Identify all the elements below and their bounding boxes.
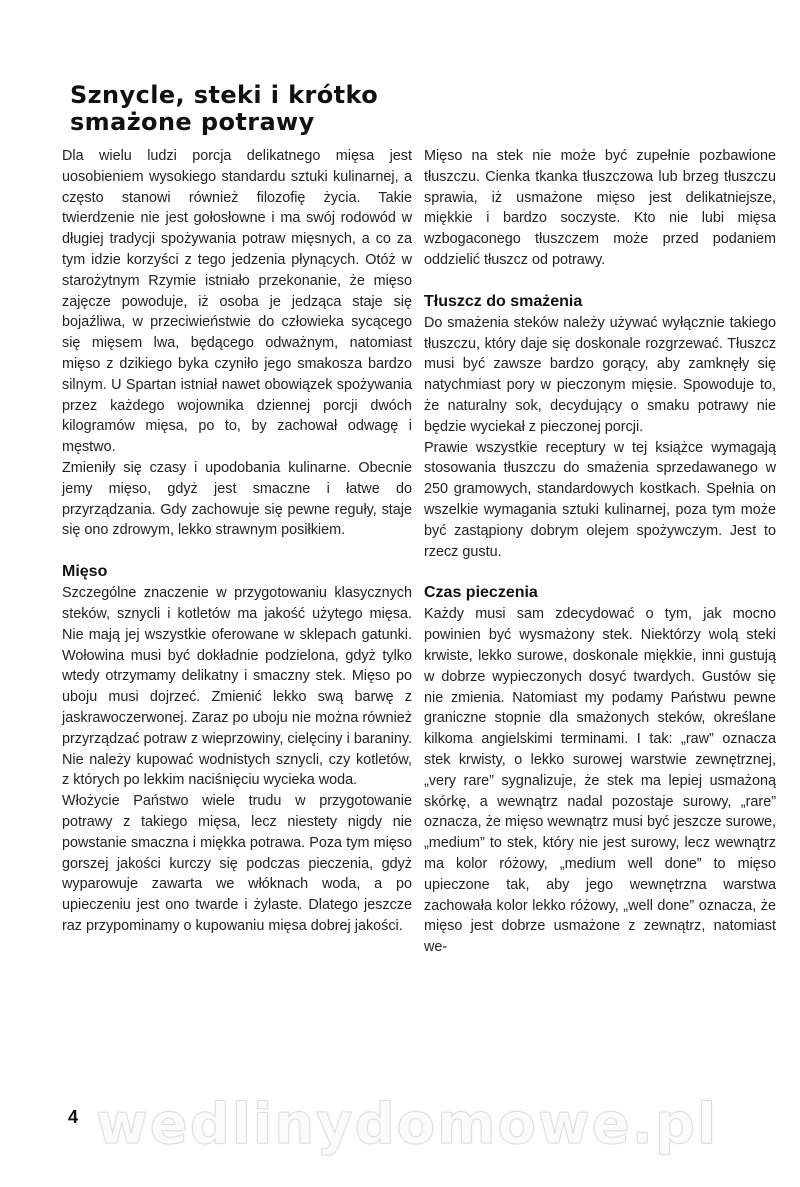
section-heading-tluszcz: Tłuszcz do smażenia [424,292,583,310]
right-column [424,146,776,958]
mieso-paragraph-2: Włożycie Państwo wiele trudu w przygotowanie potrawy z takiego mięsa, lecz niestety nigdy nie powstanie smaczna i miękka potrawa. Poza tym mięso gorszej jakości kurczy się podczas pieczenia, gdyż wyparowuje zawarta we włóknach woda, a po upieczeniu jest ono twarde i żylaste. Dlatego jeszcze raz przypominamy o kupowaniu mięsa dobrej jakości. [62,793,412,934]
section-heading-czas: Czas pieczenia [424,584,538,602]
watermark: wedlinydomowe.pl [96,1092,719,1157]
section-heading-mieso: Mięso [62,563,108,581]
tluszcz-paragraph: Do smażenia steków należy używać wyłącznie takiego tłuszczu, który daje się doskonale rozgrzewać. Tłuszcz musi być zawsze bardzo gorący, aby zamknęły się natychmiast pory w pieczonym mięsie. Spowoduje to, że naturalny sok, decydujący o smaku potrawy nie będzie wyciekał z pieczonej porcji. [424,314,776,435]
mieso-paragraph: Szczególne znaczenie w przygotowaniu klasycznych steków, sznycli i kotletów ma jakość użytego mięsa. Nie mają jej wszystkie oferowane w sklepach gatunki. Wołowina musi być dokładnie podzielona, gdyż tylko wtedy otrzymamy delikatny i smaczny stek. Mięso po uboju musi dojrzeć. Zmienić lekko swą barwę z jaskrawoczerwonej. Zaraz po uboju nie można również przyrządzać potraw z wieprzowiny, cielęciny i baraniny. Nie należy kupować wodnistych sznycli, czy kotletów, z których po lekkim naciśnięciu wycieka woda. [62,585,412,789]
page-title-line-1: Sznycle, steki i krótko [70,81,379,110]
intro-paragraph: Dla wielu ludzi porcja delikatnego mięsa jest uosobieniem wysokiego standardu sztuki kulinarnej, a często stanowi również filozofię życia. Takie twierdzenie nie jest gołosłowne i ma swój rodowód w długiej tradycji spożywania potraw mięsnych, a co za tym idzie korzyści z tego jedzenia płynących. Otóż w starożytnym Rzymie istniało przekonanie, że mięso zajęcze powoduje, iż osoba je jedząca staje się bojaźliwa, w przeciwieństwie do człowieka sycącego się mięsem lwa, będącego odważnym, natomiast mięso z dzikiego byka czyniło jego smakosza bardzo silnym. U Spartan istniał nawet obowiązek spożywania przez każdego wojownika dziennej porcji dwóch kilogramów mięsa, po to, by zachował odwagę i męstwo. [62,148,412,456]
czas-paragraph: Każdy musi sam zdecydować o tym, jak mocno powinien być wysmażony stek. Niektórzy wolą steki krwiste, lekko surowe, doskonale miękkie, inni gustują w dobrze wypieczonych dosyć twardych. Gustów się nie zmienia. Natomiast my podamy Państwu pewne graniczne stopnie dla smażonych steków, określane kilkoma angielskimi terminami. I tak: „raw” oznacza stek krwisty, o lekko surowej warstwie zewnętrznej, „very rare” sygnalizuje, że stek ma lepiej usmażoną skórkę, a wewnątrz nadal pozostaje surowy, „rare” oznacza, że mięso wewnątrz musi być jeszcze surowe, „medium” to stek, który nie jest surowy, lecz wewnątrz ma kolor różowy, „medium well done” to mięso upieczone tak, aby jego wewnętrzna warstwa zachowała kolor lekko różowy, „well done” oznacza, że mięso jest dobrze usmażone z zewnątrz, natomiast we- [424,606,776,956]
intro-paragraph-2: Zmieniły się czasy i upodobania kulinarne. Obecnie jemy mięso, gdyż jest smaczne i łatwe do przyrządzania. Gdy zachowuje się pewne reguły, staje się ono zdrowym, lekko strawnym posiłkiem. [62,459,412,539]
page-number: 4 [68,1107,79,1127]
fat-intro-paragraph: Mięso na stek nie może być zupełnie pozbawione tłuszczu. Cienka tkanka tłuszczowa lub brzeg tłuszczu sprawia, iż usmażone mięso jest delikatniejsze, miękkie i bardzo soczyste. Kto nie lubi mięsa wzbogaconego tłuszczem może przed podaniem oddzielić tłuszcz od potrawy. [424,148,776,268]
tluszcz-paragraph-2: Prawie wszystkie receptury w tej książce wymagają stosowania tłuszczu do smażenia sprzedawanego w 250 gramowych, standardowych kostkach. Spełnia on wszelkie wymagania sztuki kulinarnej, poza tym może być zastąpiony dobrym olejem spożywczym. Jest to rzecz gustu. [424,439,776,560]
page-title [70,82,410,136]
page-title-line-2: smażone potrawy [70,108,315,137]
left-column [62,146,412,937]
